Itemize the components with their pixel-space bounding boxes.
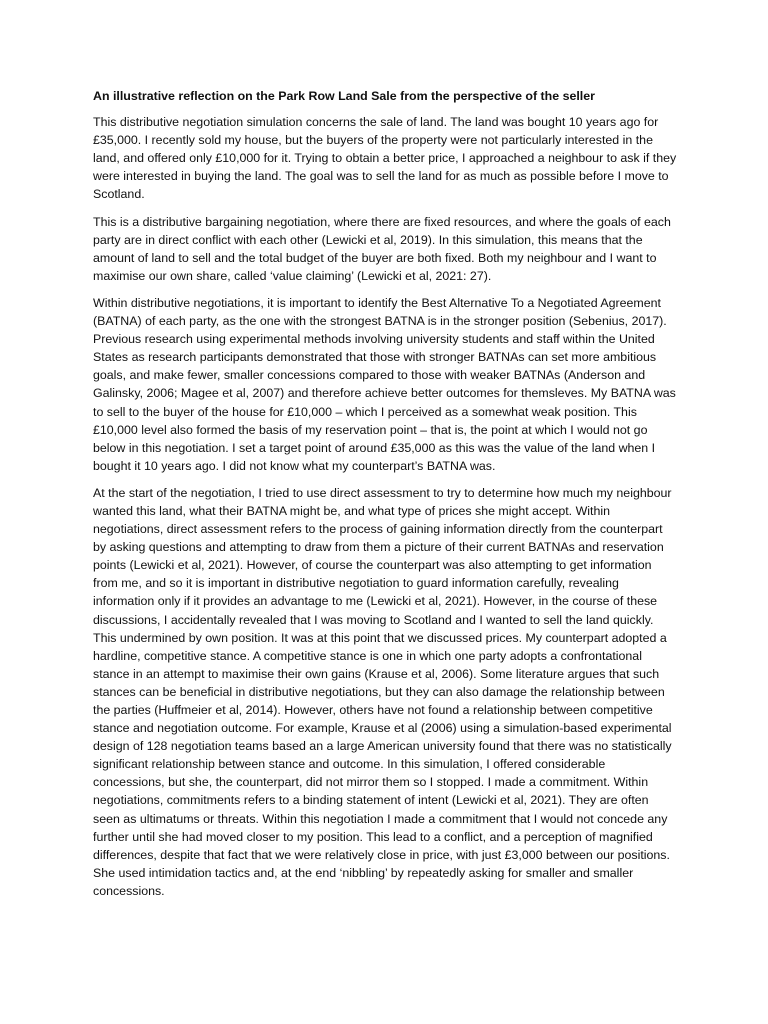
paragraph-3: Within distributive negotiations, it is important to identify the Best Alternative To a Negotiated Agreement (BATNA) of each party, as the one with the strongest BATNA is in the stronger position (Sebenius, 2017). Previous research using experimental methods involving university students and staff within the United States as research participants demonstrated that those with stronger BATNAs can set more ambitious goals, and make fewer, smaller concessions compared to those with weaker BATNAs (Anderson and Galinsky, 2006; Magee et al, 2007) and therefore achieve better outcomes for themsleves. My BATNA was to sell to the buyer of the house for £10,000 – which I perceived as a somewhat weak position. This £10,000 level also formed the basis of my reservation point – that is, the point at which I would not go below in this negotiation. I set a target point of around £35,000 as this was the value of the land when I bought it 10 years ago. I did not know what my counterpart’s BATNA was. (93, 295, 676, 473)
paragraph-4: At the start of the negotiation, I tried to use direct assessment to try to determine how much my neighbour wanted this land, what their BATNA might be, and what type of prices she might accept. Within negotiations, direct assessment refers to the process of gaining information directly from the counterpart by asking questions and attempting to draw from them a picture of their current BATNAs and reservation points (Lewicki et al, 2021). However, of course the counterpart was also attempting to get information from me, and so it is important in distributive negotiation to guard information carefully, revealing information only if it provides an advantage to me (Lewicki et al, 2021). However, in the course of these discussions, I accidentally revealed that I was moving to Scotland and I wanted to sell the land quickly. This undermined by own position. It was at this point that we discussed prices. My counterpart adopted a hardline, competitive stance. A competitive stance is one in which one party adopts a confrontational stance in an attempt to maximise their own gains (Krause et al, 2006). Some literature argues that such stances can be beneficial in distributive negotiations, but they can also damage the relationship between the parties (Huffmeier et al, 2014). However, others have not found a relationship between competitive stance and negotiation outcome. For example, Krause et al (2006) using a simulation-based experimental design of 128 negotiation teams based an a large American university found that there was no statistically significant relationship between stance and outcome. In this simulation, I offered considerable concessions, but she, the counterpart, did not mirror them so I stopped. I made a commitment. Within negotiations, commitments refers to a binding statement of intent (Lewicki et al, 2021). They are often seen as ultimatums or threats. Within this negotiation I made a commitment that I would not concede any further until she had moved closer to my position. This lead to a conflict, and a perception of magnified differences, despite that fact that we were relatively close in price, with just £3,000 between our positions. She used intimidation tactics and, at the end ‘nibbling’ by repeatedly asking for smaller and smaller concessions. (93, 485, 672, 898)
paragraph-1: This distributive negotiation simulation concerns the sale of land. The land was bought 10 years ago for £35,000. I recently sold my house, but the buyers of the property were not particularly interested in the land, and offered only £10,000 for it. Trying to obtain a better price, I approached a neighbour to ask if they were interested in buying the land. The goal was to sell the land for as much as possible before I move to Scotland. (93, 115, 677, 202)
document-page (93, 87, 677, 909)
paragraph-2: This is a distributive bargaining negotiation, where there are fixed resources, and where the goals of each party are in direct conflict with each other (Lewicki et al, 2019). In this simulation, this means that the amount of land to sell and the total budget of the buyer are both fixed. Both my neighbour and I want to maximise our own share, called ‘value claiming’ (Lewicki et al, 2021: 27). (93, 214, 671, 283)
document-title: An illustrative reflection on the Park Row Land Sale from the perspective of the seller (93, 89, 595, 103)
